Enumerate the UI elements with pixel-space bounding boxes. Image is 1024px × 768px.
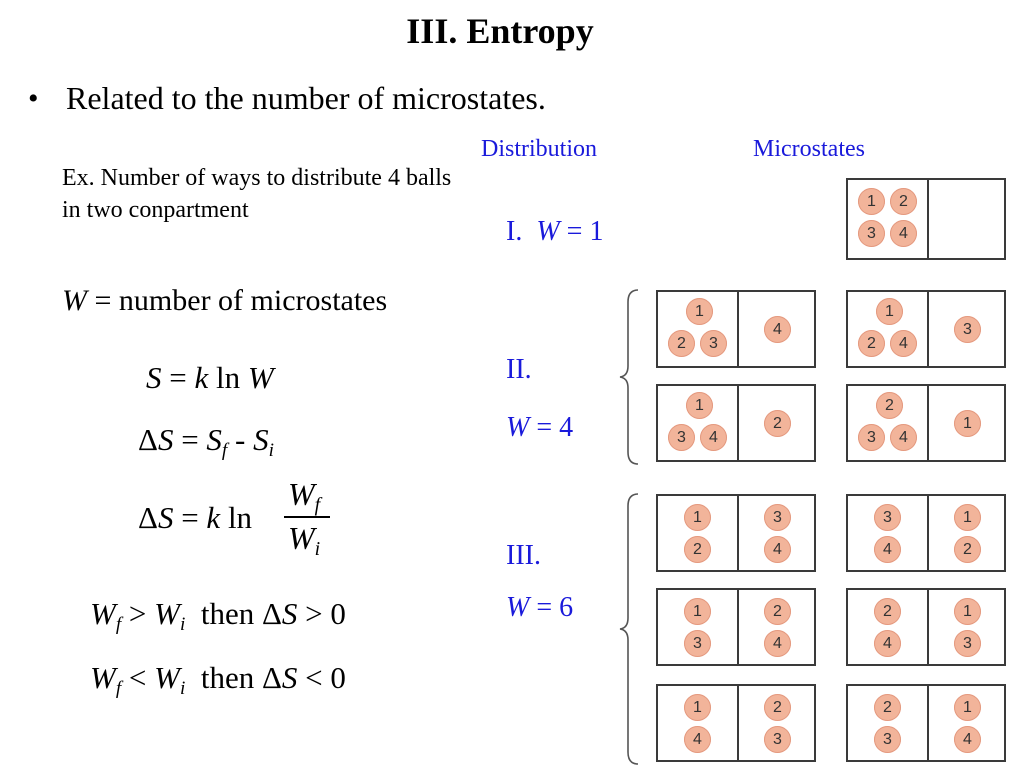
distribution-3-w: W = 6 <box>506 592 574 623</box>
delta-s-equation: $\Delta S = S_f - S_i$ <box>138 422 274 461</box>
boltzmann-equation: S = k ln W <box>146 360 274 395</box>
ball-1: 1 <box>684 598 711 625</box>
microstate-box <box>656 588 816 666</box>
ball-3: 3 <box>668 424 695 451</box>
microstate-box <box>846 384 1006 462</box>
ball-4: 4 <box>890 220 917 247</box>
ball-1: 1 <box>954 598 981 625</box>
ball-2: 2 <box>874 694 901 721</box>
ball-1: 1 <box>686 298 713 325</box>
ball-3: 3 <box>684 630 711 657</box>
ball-3: 3 <box>764 504 791 531</box>
ball-4: 4 <box>874 536 901 563</box>
distribution-3-roman: III. <box>506 540 541 571</box>
ball-2: 2 <box>764 598 791 625</box>
ball-1: 1 <box>876 298 903 325</box>
compartment-divider <box>737 386 739 460</box>
microstate-box <box>846 588 1006 666</box>
ball-2: 2 <box>890 188 917 215</box>
ball-2: 2 <box>874 598 901 625</box>
ratio-fraction <box>284 474 330 564</box>
compartment-divider <box>737 496 739 570</box>
fraction-numerator: $W_f$ <box>288 476 321 516</box>
ball-4: 4 <box>890 424 917 451</box>
page-title: III. Entropy <box>406 11 594 51</box>
ball-4: 4 <box>700 424 727 451</box>
microstates-header: Microstates <box>753 136 865 162</box>
distribution-2-w: W = 4 <box>506 412 574 443</box>
compartment-divider <box>927 292 929 366</box>
microstate-box <box>656 384 816 462</box>
ball-3: 3 <box>874 504 901 531</box>
microstate-box <box>846 684 1006 762</box>
microstate-box <box>656 684 816 762</box>
ball-1: 1 <box>684 694 711 721</box>
ball-1: 1 <box>954 504 981 531</box>
ball-2: 2 <box>668 330 695 357</box>
ball-3: 3 <box>700 330 727 357</box>
bullet-text: Related to the number of microstates. <box>66 80 546 116</box>
ball-1: 1 <box>954 694 981 721</box>
bullet-marker: • <box>28 82 39 115</box>
distribution-2-roman: II. <box>506 354 532 385</box>
ball-2: 2 <box>876 392 903 419</box>
fraction-denominator: $W_i$ <box>288 520 321 560</box>
compartment-divider <box>927 686 929 760</box>
distribution-1-label: I. W = 1 <box>506 216 604 247</box>
fraction-bar <box>284 516 330 518</box>
example-text: Ex. Number of ways to distribute 4 balls in two conpartment <box>62 165 452 223</box>
microstate-box <box>846 494 1006 572</box>
ball-3: 3 <box>954 316 981 343</box>
compartment-divider <box>927 180 929 258</box>
ball-4: 4 <box>764 316 791 343</box>
compartment-divider <box>927 386 929 460</box>
ball-1: 1 <box>858 188 885 215</box>
ball-4: 4 <box>890 330 917 357</box>
ball-1: 1 <box>954 410 981 437</box>
ball-2: 2 <box>954 536 981 563</box>
compartment-divider <box>737 590 739 664</box>
microstate-box <box>846 178 1006 260</box>
ball-4: 4 <box>954 726 981 753</box>
ball-4: 4 <box>764 630 791 657</box>
ball-2: 2 <box>764 410 791 437</box>
ball-3: 3 <box>764 726 791 753</box>
ratio-equation-lhs: ΔS = k ln <box>138 500 253 535</box>
distribution-header: Distribution <box>481 136 598 162</box>
ball-2: 2 <box>764 694 791 721</box>
ball-2: 2 <box>684 536 711 563</box>
brace-distribution-3 <box>616 492 642 766</box>
compartment-divider <box>927 590 929 664</box>
microstate-box <box>656 494 816 572</box>
ball-1: 1 <box>686 392 713 419</box>
compartment-divider <box>927 496 929 570</box>
ball-3: 3 <box>954 630 981 657</box>
ball-3: 3 <box>874 726 901 753</box>
ball-1: 1 <box>684 504 711 531</box>
ball-3: 3 <box>858 424 885 451</box>
ball-4: 4 <box>684 726 711 753</box>
ball-3: 3 <box>858 220 885 247</box>
w-definition: W = number of microstates <box>62 284 388 317</box>
microstate-box <box>656 290 816 368</box>
brace-distribution-2 <box>616 288 642 466</box>
ball-4: 4 <box>874 630 901 657</box>
ball-4: 4 <box>764 536 791 563</box>
compartment-divider <box>737 292 739 366</box>
compartment-divider <box>737 686 739 760</box>
microstate-box <box>846 290 1006 368</box>
ball-2: 2 <box>858 330 885 357</box>
condition-decrease: $W_f < W_i$ then ΔS < 0 <box>90 660 346 699</box>
condition-increase: $W_f > W_i$ then ΔS > 0 <box>90 596 346 635</box>
